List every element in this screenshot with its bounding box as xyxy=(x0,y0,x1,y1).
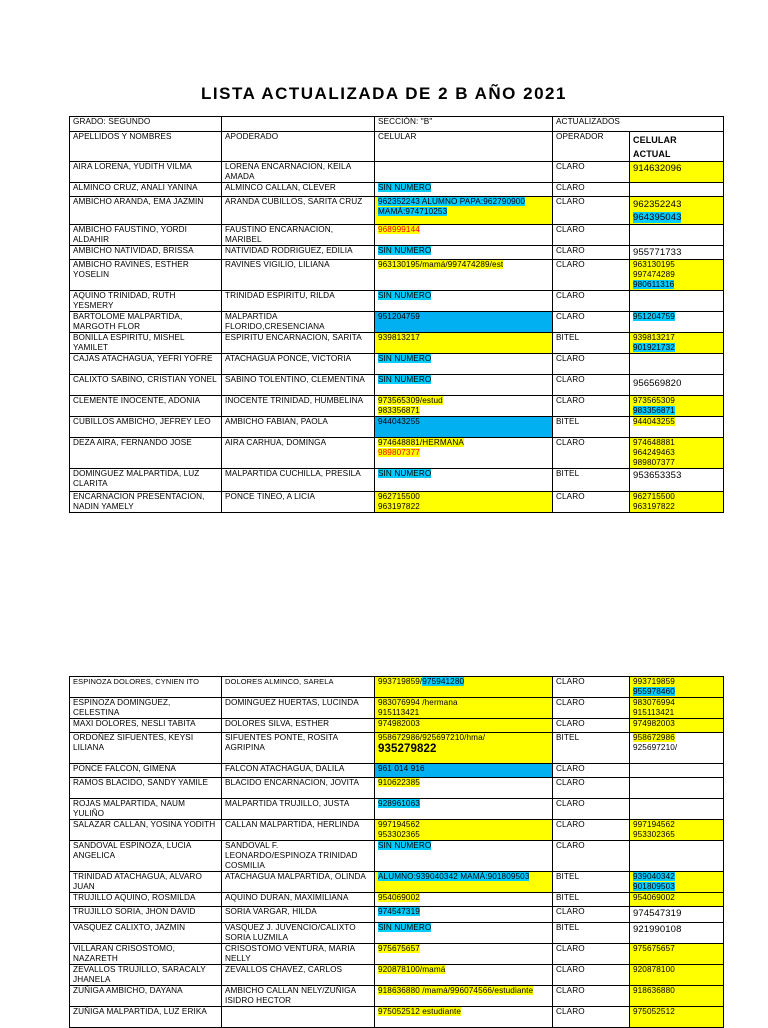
student-name: ESPINOZA DOMINGUEZ, CELESTINA xyxy=(70,698,222,719)
operator-cell: CLARO xyxy=(553,1007,630,1028)
student-name: TRUJILLO SORIA, JHON DAVID xyxy=(70,907,222,923)
guardian-name: DOMINGUEZ HUERTAS, LUCINDA xyxy=(222,698,375,719)
table-row xyxy=(70,312,724,333)
apellidos-header: APELLIDOS Y NOMBRES xyxy=(70,132,222,162)
current-phone: 975675657 xyxy=(630,944,724,965)
student-name: ZUÑIGA AMBICHO, DAYANA xyxy=(70,986,222,1007)
phone-value: 918636880 /mamá/996074566/estudiante xyxy=(378,986,534,995)
current-phone-2-value: 964395043 xyxy=(633,212,682,223)
phone-cell xyxy=(375,469,553,492)
guardian-name: ATACHAGUA MALPARTIDA, OLINDA xyxy=(222,872,375,893)
current-phone: 954069002 xyxy=(630,893,724,907)
header-row-grado xyxy=(70,117,724,132)
phone-value-2: 989807377 xyxy=(378,448,420,457)
table-row xyxy=(70,698,724,719)
table-row xyxy=(70,820,724,841)
operator-cell: CLARO xyxy=(553,246,630,260)
phone-line-2: 963197822 xyxy=(378,502,420,511)
apoderado-header: APODERADO xyxy=(222,132,375,162)
phone-value: ALUMNO:939040342 MAMÁ:901809503 xyxy=(378,872,530,881)
current-phone xyxy=(630,492,724,513)
phone-value: SIN NUMERO xyxy=(378,923,432,932)
phone-cell xyxy=(375,872,553,893)
guardian-name: SABINO TOLENTINO, CLEMENTINA xyxy=(222,375,375,396)
guardian-name: LORENA ENCARNACION, KEILA AMADA xyxy=(222,162,375,183)
operator-cell: CLARO xyxy=(553,225,630,246)
phone-cell xyxy=(375,375,553,396)
phone-cell xyxy=(375,492,553,513)
operator-cell: CLARO xyxy=(553,698,630,719)
phone-line-1: 962715500 xyxy=(378,492,420,501)
current-phone-2 xyxy=(633,211,720,224)
guardian-name: MALPARTIDA TRUJILLO, JUSTA xyxy=(222,799,375,820)
current-phone-1: 973565309 xyxy=(633,396,675,405)
phone-cell xyxy=(375,225,553,246)
operator-cell: CLARO xyxy=(553,312,630,333)
current-phone xyxy=(630,417,724,438)
guardian-name: ATACHAGUA PONCE, VICTORIA xyxy=(222,354,375,375)
phone-cell xyxy=(375,733,553,764)
empty-cell xyxy=(222,117,375,132)
phone-value: 910622385 xyxy=(378,778,420,787)
current-phone xyxy=(630,764,724,778)
phone-cell xyxy=(375,841,553,872)
current-phone-1 xyxy=(633,872,720,882)
student-name: ROJAS MALPARTIDA, NAUM YULIÑO xyxy=(70,799,222,820)
current-phone-1-value: 958672986 xyxy=(633,733,675,742)
student-name: ALMINCO CRUZ, ANALI YANINA xyxy=(70,183,222,197)
table-row xyxy=(70,986,724,1007)
student-name: VILLARAN CRISOSTOMO, NAZARETH xyxy=(70,944,222,965)
table-row xyxy=(70,375,724,396)
current-phone: 955771733 xyxy=(630,246,724,260)
phone-cell xyxy=(375,438,553,469)
student-name: AMBICHO ARANDA, EMA JAZMIN xyxy=(70,197,222,225)
phone-value-1: 993719859/ xyxy=(378,677,423,686)
current-phone-2: 915113421 xyxy=(633,708,675,717)
student-name: TRUJILLO AQUINO, ROSMILDA xyxy=(70,893,222,907)
phone-cell xyxy=(375,162,553,183)
operator-cell: BITEL xyxy=(553,872,630,893)
table-row xyxy=(70,417,724,438)
table-row xyxy=(70,893,724,907)
operator-cell: CLARO xyxy=(553,944,630,965)
student-name: BONILLA ESPIRITU, MISHEL YAMILET xyxy=(70,333,222,354)
student-name: TRINIDAD ATACHAGUA, ALVARO JUAN xyxy=(70,872,222,893)
current-phone-1: 962352243 xyxy=(633,199,682,210)
guardian-name: ARANDA CUBILLOS, SARITA CRUZ xyxy=(222,197,375,225)
student-name: ENCARNACION PRESENTACION, NADIN YAMELY xyxy=(70,492,222,513)
current-phone-2-value: 983356871 xyxy=(633,406,675,415)
phone-value: SIN NUMERO xyxy=(378,183,432,192)
celular-actual-header xyxy=(630,132,724,162)
operator-cell: CLARO xyxy=(553,162,630,183)
current-phone xyxy=(630,260,724,291)
guardian-name: AMBICHO FABIAN, PAOLA xyxy=(222,417,375,438)
phone-value: 963130195/mamá/997474289/est xyxy=(378,260,504,269)
student-name: CUBILLOS AMBICHO, JEFREY LEO xyxy=(70,417,222,438)
table-row xyxy=(70,183,724,197)
phone-cell xyxy=(375,396,553,417)
table-row xyxy=(70,944,724,965)
current-phone-value: 951204759 xyxy=(633,312,675,321)
operator-cell: BITEL xyxy=(553,923,630,944)
student-name: SANDOVAL ESPINOZA, LUCIA ANGELICA xyxy=(70,841,222,872)
guardian-name: SANDOVAL F. LEONARDO/ESPINOZA TRINIDAD COSMILIA xyxy=(222,841,375,872)
phone-line-2 xyxy=(378,406,549,416)
current-phone xyxy=(630,396,724,417)
current-phone xyxy=(630,354,724,375)
guardian-name: AQUINO DURAN, MAXIMILIANA xyxy=(222,893,375,907)
current-phone xyxy=(630,799,724,820)
table-row xyxy=(70,965,724,986)
table-row xyxy=(70,872,724,893)
phone-cell: 939813217 xyxy=(375,333,553,354)
operador-header: OPERADOR xyxy=(553,132,630,162)
current-phone-1: 974648881 xyxy=(633,438,675,447)
current-phone xyxy=(630,733,724,764)
phone-line-2: 953302365 xyxy=(378,830,420,839)
guardian-name: ESPIRITU ENCARNACION, SARITA xyxy=(222,333,375,354)
phone-cell: 974982003 xyxy=(375,719,553,733)
current-phone-value: 944043255 xyxy=(633,417,675,426)
phone-value: SIN NUMERO xyxy=(378,375,432,384)
guardian-name: FAUSTINO ENCARNACION, MARIBEL xyxy=(222,225,375,246)
phone-line-1 xyxy=(378,396,549,406)
current-phone-1-value: 939040342 xyxy=(633,872,675,881)
phone-value: 920878100/mamá xyxy=(378,965,446,974)
student-name: CLEMENTE INOCENTE, ADONIA xyxy=(70,396,222,417)
operator-cell: CLARO xyxy=(553,820,630,841)
current-phone-2-value: 901809503 xyxy=(633,882,675,891)
current-phone: 956569820 xyxy=(630,375,724,396)
current-phone-2-value: 901921732 xyxy=(633,343,675,352)
guardian-name: CALLAN MALPARTIDA, HERLINDA xyxy=(222,820,375,841)
operator-cell: CLARO xyxy=(553,291,630,312)
phone-cell xyxy=(375,944,553,965)
current-phone-2: 963197822 xyxy=(633,502,675,511)
current-phone-3 xyxy=(633,280,720,290)
phone-line-1: 997194562 xyxy=(378,820,420,829)
current-phone xyxy=(630,841,724,872)
phone-value: 954069002 xyxy=(378,893,420,902)
table-row xyxy=(70,719,724,733)
current-phone-2: 953302365 xyxy=(633,830,675,839)
phone-cell xyxy=(375,677,553,698)
table-row xyxy=(70,260,724,291)
table-row xyxy=(70,799,724,820)
student-name: AIRA LORENA, YUDITH VILMA xyxy=(70,162,222,183)
guardian-name: INOCENTE TRINIDAD, HUMBELINA xyxy=(222,396,375,417)
current-phone: 921990108 xyxy=(630,923,724,944)
student-name: PONCE FALCON, GIMENA xyxy=(70,764,222,778)
phone-cell xyxy=(375,698,553,719)
phone-value: 928961063 xyxy=(378,799,420,808)
guardian-name: ALMINCO CALLAN, CLEVER xyxy=(222,183,375,197)
phone-value: SIN NUMERO xyxy=(378,291,432,300)
student-name: AMBICHO RAVINES, ESTHER YOSELIN xyxy=(70,260,222,291)
table-row xyxy=(70,841,724,872)
table-row xyxy=(70,677,724,698)
header-row-columns xyxy=(70,132,724,162)
phone-cell xyxy=(375,291,553,312)
table-row xyxy=(70,354,724,375)
phone-cell xyxy=(375,183,553,197)
celular-header: CELULAR xyxy=(375,132,553,162)
phone-line-2 xyxy=(378,448,549,458)
table-row xyxy=(70,764,724,778)
phone-cell xyxy=(375,986,553,1007)
table-row xyxy=(70,246,724,260)
current-phone-2 xyxy=(633,406,720,416)
current-phone: 953653353 xyxy=(630,469,724,492)
current-phone-1: 997194562 xyxy=(633,820,675,829)
current-phone-2 xyxy=(633,687,720,697)
current-phone xyxy=(630,312,724,333)
phone-value: 975675657 xyxy=(378,944,420,953)
operator-cell: CLARO xyxy=(553,965,630,986)
current-phone xyxy=(630,225,724,246)
current-phone-2: 964249463 xyxy=(633,448,675,457)
celular-actual-line1: CELULAR xyxy=(633,135,677,145)
operator-cell: CLARO xyxy=(553,778,630,799)
student-name: BARTOLOME MALPARTIDA, MARGOTH FLOR xyxy=(70,312,222,333)
current-phone xyxy=(630,778,724,799)
guardian-name: NATIVIDAD RODRIGUEZ, EDILIA xyxy=(222,246,375,260)
table-row xyxy=(70,438,724,469)
current-phone-1: 939813217 xyxy=(633,333,675,342)
operator-cell: CLARO xyxy=(553,438,630,469)
table-row xyxy=(70,1007,724,1028)
student-name: VASQUEZ CALIXTO, JAZMIN xyxy=(70,923,222,944)
current-phone xyxy=(630,698,724,719)
current-phone-2 xyxy=(633,882,720,892)
student-name: AQUINO TRINIDAD, RUTH YESMERY xyxy=(70,291,222,312)
operator-cell: CLARO xyxy=(553,799,630,820)
student-name: AMBICHO FAUSTINO, YORDI ALDAHIR xyxy=(70,225,222,246)
phone-value: SIN NUMERO xyxy=(378,246,432,255)
current-phone-3: 989807377 xyxy=(633,458,675,467)
table-row xyxy=(70,492,724,513)
table-row xyxy=(70,778,724,799)
current-phone xyxy=(630,677,724,698)
phone-line-2: 915113421 xyxy=(378,708,420,717)
current-phone-1 xyxy=(633,733,720,743)
current-phone xyxy=(630,183,724,197)
student-name: DEZA AIRA, FERNANDO JOSE xyxy=(70,438,222,469)
student-name: CALIXTO SABINO, CRISTIAN YONEL xyxy=(70,375,222,396)
guardian-name: MALPARTIDA CUCHILLA, PRESILA xyxy=(222,469,375,492)
operator-cell: CLARO xyxy=(553,354,630,375)
table-row xyxy=(70,162,724,183)
phone-value: SIN NUMERO xyxy=(378,354,432,363)
guardian-name: FALCON ATACHAGUA, DALILA xyxy=(222,764,375,778)
phone-value: 974547319 xyxy=(378,907,420,916)
operator-cell: CLARO xyxy=(553,764,630,778)
student-table-2 xyxy=(69,676,724,1028)
phone-cell xyxy=(375,893,553,907)
current-phone: 920878100 xyxy=(630,965,724,986)
operator-cell: BITEL xyxy=(553,733,630,764)
phone-line-1 xyxy=(378,438,549,448)
student-name: SALAZAR CALLAN, YOSINA YODITH xyxy=(70,820,222,841)
phone-cell: 961 014 916 xyxy=(375,764,553,778)
student-name: ZUÑIGA MALPARTIDA, LUZ ERIKA xyxy=(70,1007,222,1028)
current-phone-2: 925697210/ xyxy=(633,743,678,752)
guardian-name: BLACIDO ENCARNACION, JOVITA xyxy=(222,778,375,799)
guardian-name: PONCE TINEO, A LICIA xyxy=(222,492,375,513)
guardian-name: RAVINES VIGILIO, LILIANA xyxy=(222,260,375,291)
actualizados-cell: ACTUALIZADOS xyxy=(553,117,724,132)
operator-cell: CLARO xyxy=(553,183,630,197)
current-phone xyxy=(630,438,724,469)
guardian-name: AMBICHO CALLAN NELY/ZUÑIGA ISIDRO HECTOR xyxy=(222,986,375,1007)
student-name: RAMOS BLACIDO, SANDY YAMILE xyxy=(70,778,222,799)
table-row xyxy=(70,733,724,764)
operator-cell: CLARO xyxy=(553,396,630,417)
current-phone-1: 963130195 xyxy=(633,260,675,269)
operator-cell: CLARO xyxy=(553,719,630,733)
phone-cell xyxy=(375,923,553,944)
current-phone xyxy=(630,333,724,354)
phone-cell xyxy=(375,799,553,820)
operator-cell: CLARO xyxy=(553,260,630,291)
table-row xyxy=(70,291,724,312)
phone-value-2: 983356871 xyxy=(378,406,420,415)
table-row xyxy=(70,907,724,923)
phone-cell xyxy=(375,965,553,986)
student-name: ESPINOZA DOLORES, CYNIEN ITO xyxy=(70,677,222,698)
guardian-name: DOLORES ALMINCO, SARELA xyxy=(222,677,375,698)
current-phone: 974982003 xyxy=(630,719,724,733)
guardian-name: TRINIDAD ESPIRITU, RILDA xyxy=(222,291,375,312)
phone-cell xyxy=(375,246,553,260)
phone-cell: 951204759 xyxy=(375,312,553,333)
table-row xyxy=(70,225,724,246)
student-name: ORDOÑEZ SIFUENTES, KEYSI LILIANA xyxy=(70,733,222,764)
phone-cell xyxy=(375,907,553,923)
current-phone-2: 997474289 xyxy=(633,270,675,279)
current-phone xyxy=(630,872,724,893)
current-phone-2 xyxy=(633,343,720,353)
operator-cell: BITEL xyxy=(553,417,630,438)
phone-value-1: 974648881/HERMANA xyxy=(378,438,464,447)
guardian-name: VASQUEZ J. JUVENCIO/CALIXTO SORIA LUZMILA xyxy=(222,923,375,944)
table-row xyxy=(70,197,724,225)
phone-value: SIN NUMERO xyxy=(378,469,432,478)
current-phone-3-value: 980611316 xyxy=(633,280,675,289)
phone-cell xyxy=(375,820,553,841)
current-phone xyxy=(630,291,724,312)
operator-cell: BITEL xyxy=(553,893,630,907)
page-title: LISTA ACTUALIZADA DE 2 B AÑO 2021 xyxy=(201,84,567,103)
current-phone: 974547319 xyxy=(630,907,724,923)
student-name: CAJAS ATACHAGUA, YEFRI YOFRE xyxy=(70,354,222,375)
current-phone-1: 962715500 xyxy=(633,492,675,501)
guardian-name xyxy=(222,1007,375,1028)
student-table-1 xyxy=(69,116,724,513)
guardian-name: MALPARTIDA FLORIDO,CRESENCIANA xyxy=(222,312,375,333)
phone-cell xyxy=(375,197,553,225)
phone-value: 975052512 estudiante xyxy=(378,1007,462,1016)
current-phone: 918636880 xyxy=(630,986,724,1007)
guardian-name: SORIA VARGAR, HILDA xyxy=(222,907,375,923)
seccion-cell: SECCIÓN: "B" xyxy=(375,117,553,132)
student-name: AMBICHO NATIVIDAD, BRISSA xyxy=(70,246,222,260)
operator-cell: CLARO xyxy=(553,197,630,225)
current-phone: 975052512 xyxy=(630,1007,724,1028)
phone-cell: 944043255 xyxy=(375,417,553,438)
phone-line-1: 958672986/925697210/hma/ xyxy=(378,733,486,742)
current-phone-2-value: 955978460 xyxy=(633,687,675,696)
student-name: ZEVALLOS TRUJILLO, SARACALY JHANELA xyxy=(70,965,222,986)
phone-value: 968999144 xyxy=(378,225,420,234)
celular-actual-line2: ACTUAL xyxy=(633,149,671,159)
phone-cell xyxy=(375,778,553,799)
table-row xyxy=(70,396,724,417)
grado-cell: GRADO: SEGUNDO xyxy=(70,117,222,132)
guardian-name: CRISOSTOMO VENTURA, MARIA NELLY xyxy=(222,944,375,965)
table-row xyxy=(70,923,724,944)
phone-value: 962352243 ALUMNO PAPA:962790900 MAMÁ:974710253 xyxy=(378,197,526,216)
operator-cell: CLARO xyxy=(553,375,630,396)
guardian-name: SIFUENTES PONTE, ROSITA AGRIPINA xyxy=(222,733,375,764)
operator-cell: CLARO xyxy=(553,986,630,1007)
operator-cell: CLARO xyxy=(553,492,630,513)
operator-cell: BITEL xyxy=(553,333,630,354)
current-phone xyxy=(630,197,724,225)
phone-line-2: 935279822 xyxy=(378,743,437,755)
phone-cell xyxy=(375,260,553,291)
operator-cell: CLARO xyxy=(553,841,630,872)
table-row xyxy=(70,333,724,354)
phone-cell xyxy=(375,1007,553,1028)
student-name: MAXI DOLORES, NESLI TABITA xyxy=(70,719,222,733)
guardian-name: DOLORES SILVA, ESTHER xyxy=(222,719,375,733)
current-phone-1: 993719859 xyxy=(633,677,675,686)
operator-cell: CLARO xyxy=(553,907,630,923)
phone-line-1: 983076994 /hermana xyxy=(378,698,458,707)
phone-value-2: 975941280 xyxy=(422,677,465,686)
phone-value: SIN NUMERO xyxy=(378,841,432,850)
guardian-name: AIRA CARHUA, DOMINGA xyxy=(222,438,375,469)
operator-cell: BITEL xyxy=(553,469,630,492)
guardian-name: ZEVALLOS CHAVEZ, CARLOS xyxy=(222,965,375,986)
phone-value-1: 973565309/estud xyxy=(378,396,443,405)
operator-cell: CLARO xyxy=(553,677,630,698)
table-row xyxy=(70,469,724,492)
student-name: DOMINGUEZ MALPARTIDA, LUZ CLARITA xyxy=(70,469,222,492)
current-phone: 914632096 xyxy=(630,162,724,183)
current-phone xyxy=(630,820,724,841)
current-phone-1: 983076994 xyxy=(633,698,675,707)
phone-cell xyxy=(375,354,553,375)
